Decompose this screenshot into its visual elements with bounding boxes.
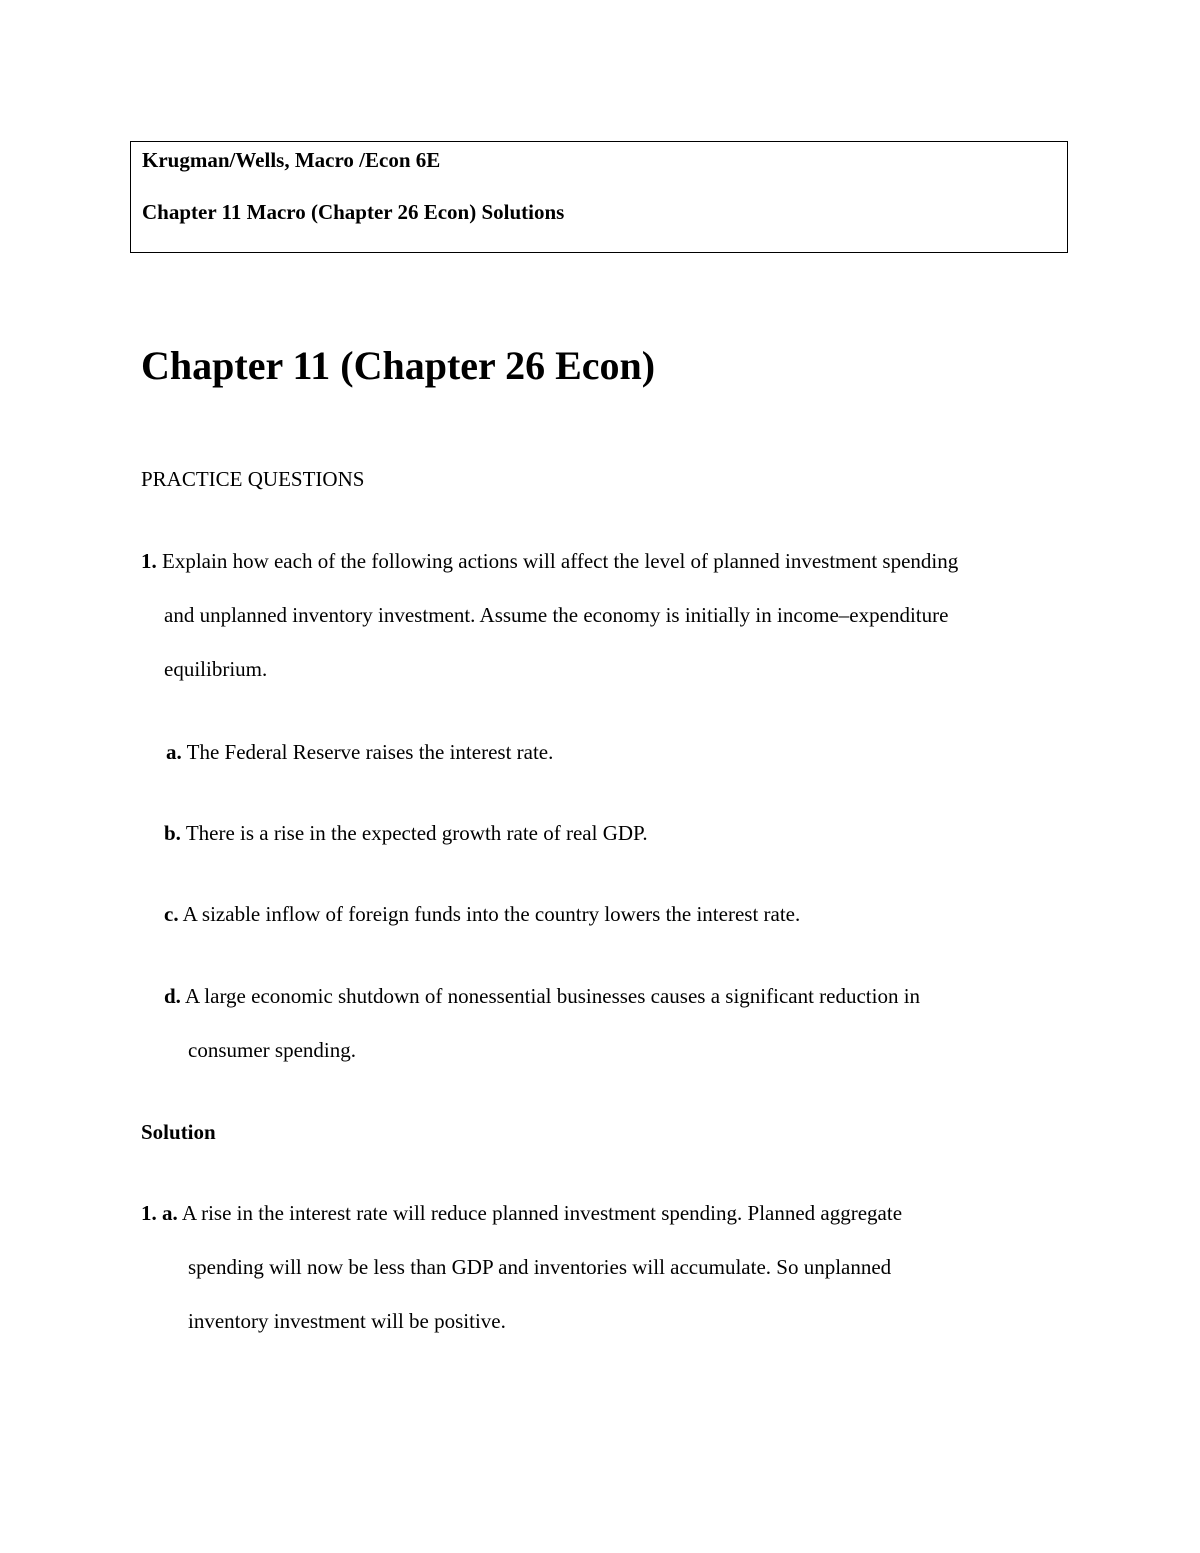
part-a-label: a. bbox=[166, 740, 182, 764]
question-1-line-3: equilibrium. bbox=[164, 657, 268, 681]
question-1-part-c bbox=[164, 902, 800, 927]
question-1-text: Explain how each of the following actions will affect the level of planned investment spending bbox=[162, 549, 959, 573]
part-d-label: d. bbox=[164, 984, 181, 1008]
solution-1a-line-1 bbox=[141, 1201, 902, 1226]
question-1-number: 1. bbox=[141, 549, 157, 573]
chapter-title: Chapter 11 (Chapter 26 Econ) bbox=[141, 343, 656, 388]
solution-1a-line-3: inventory investment will be positive. bbox=[188, 1309, 506, 1333]
solution-1-number: 1. bbox=[141, 1201, 157, 1225]
header-chapter-subtitle: Chapter 11 Macro (Chapter 26 Econ) Solutions bbox=[142, 200, 565, 224]
part-c-text: A sizable inflow of foreign funds into the country lowers the interest rate. bbox=[182, 902, 801, 926]
part-d-text: A large economic shutdown of nonessential businesses causes a significant reduction in bbox=[185, 984, 921, 1008]
header-course-title: Krugman/Wells, Macro /Econ 6E bbox=[142, 148, 441, 172]
part-a-text: The Federal Reserve raises the interest rate. bbox=[186, 740, 554, 764]
solution-heading: Solution bbox=[141, 1120, 216, 1144]
header-box bbox=[130, 141, 1068, 253]
question-1-part-a bbox=[166, 740, 553, 765]
question-1-part-d bbox=[164, 984, 920, 1009]
solution-1a-text: A rise in the interest rate will reduce planned investment spending. Planned aggregate bbox=[181, 1201, 903, 1225]
question-1-part-b bbox=[164, 821, 648, 846]
part-b-text: There is a rise in the expected growth rate of real GDP. bbox=[185, 821, 648, 845]
question-1-line-2: and unplanned inventory investment. Assume the economy is initially in income–expenditure bbox=[164, 603, 949, 627]
question-1-part-d-line-2: consumer spending. bbox=[188, 1038, 356, 1062]
part-b-label: b. bbox=[164, 821, 181, 845]
solution-1a-line-2: spending will now be less than GDP and inventories will accumulate. So unplanned bbox=[188, 1255, 892, 1279]
part-c-label: c. bbox=[164, 902, 179, 926]
practice-questions-heading: PRACTICE QUESTIONS bbox=[141, 467, 365, 491]
question-1-line-1 bbox=[141, 549, 958, 574]
solution-1-part-label: a. bbox=[162, 1201, 178, 1225]
